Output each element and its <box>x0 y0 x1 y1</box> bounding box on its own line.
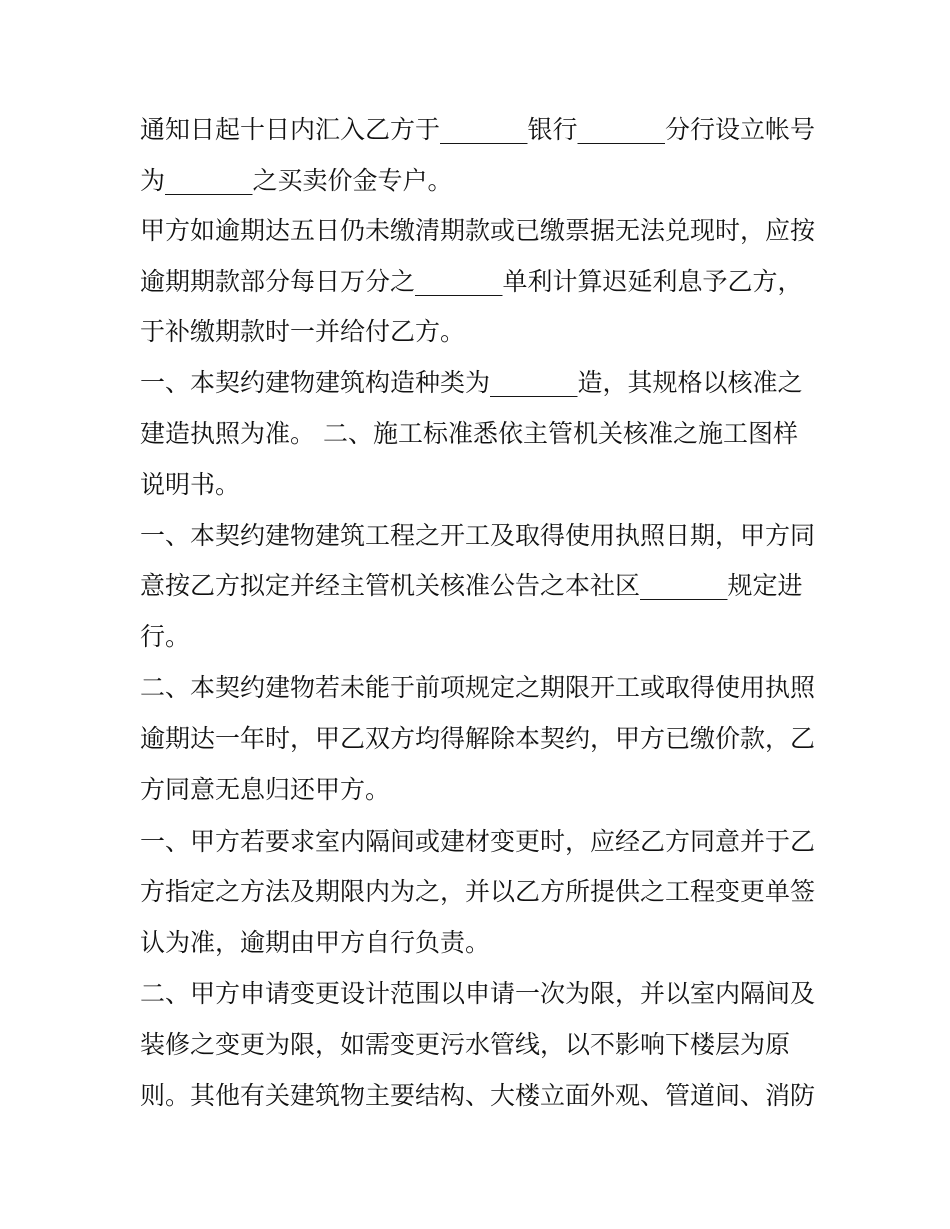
text-line-9: 一、本契约建物建筑工程之开工及取得使用执照日期，甲方同 <box>140 521 816 550</box>
text-line-13: 逾期达一年时，甲乙双方均得解除本契约，甲方已缴价款，乙 <box>140 724 816 753</box>
text-line-19: 装修之变更为限，如需变更污水管线，以不影响下楼层为原 <box>140 1030 791 1059</box>
text-line-4: 逾期期款部分每日万分之_______单利计算迟延利息予乙方， <box>140 267 803 296</box>
text-line-11: 行。 <box>140 622 191 651</box>
text-line-2: 为_______之买卖价金专户。 <box>140 166 453 195</box>
text-line-7: 建造执照为准。 二、施工标准悉依主管机关核准之施工图样 <box>140 419 798 448</box>
text-line-10: 意按乙方拟定并经主管机关核准公告之本社区_______规定进 <box>140 571 803 600</box>
text-line-14: 方同意无息归还甲方。 <box>140 775 391 804</box>
text-line-6: 一、本契约建物建筑构造种类为_______造，其规格以核准之 <box>140 368 803 397</box>
text-line-12: 二、本契约建物若未能于前项规定之期限开工或取得使用执照 <box>140 673 816 702</box>
text-line-15: 一、甲方若要求室内隔间或建材变更时，应经乙方同意并于乙 <box>140 827 816 856</box>
text-line-1: 通知日起十日内汇入乙方于_______银行_______分行设立帐号 <box>140 115 816 144</box>
text-line-17: 认为准，逾期由甲方自行负责。 <box>140 928 491 957</box>
text-line-3: 甲方如逾期达五日仍未缴清期款或已缴票据无法兑现时，应按 <box>140 216 816 245</box>
text-line-20: 则。其他有关建筑物主要结构、大楼立面外观、管道间、消防 <box>140 1081 816 1110</box>
text-line-18: 二、甲方申请变更设计范围以申请一次为限，并以室内隔间及 <box>140 979 816 1008</box>
text-line-5: 于补缴期款时一并给付乙方。 <box>140 317 466 346</box>
text-line-8: 说明书。 <box>140 470 241 499</box>
text-line-16: 方指定之方法及期限内为之，并以乙方所提供之工程变更单签 <box>140 877 816 906</box>
